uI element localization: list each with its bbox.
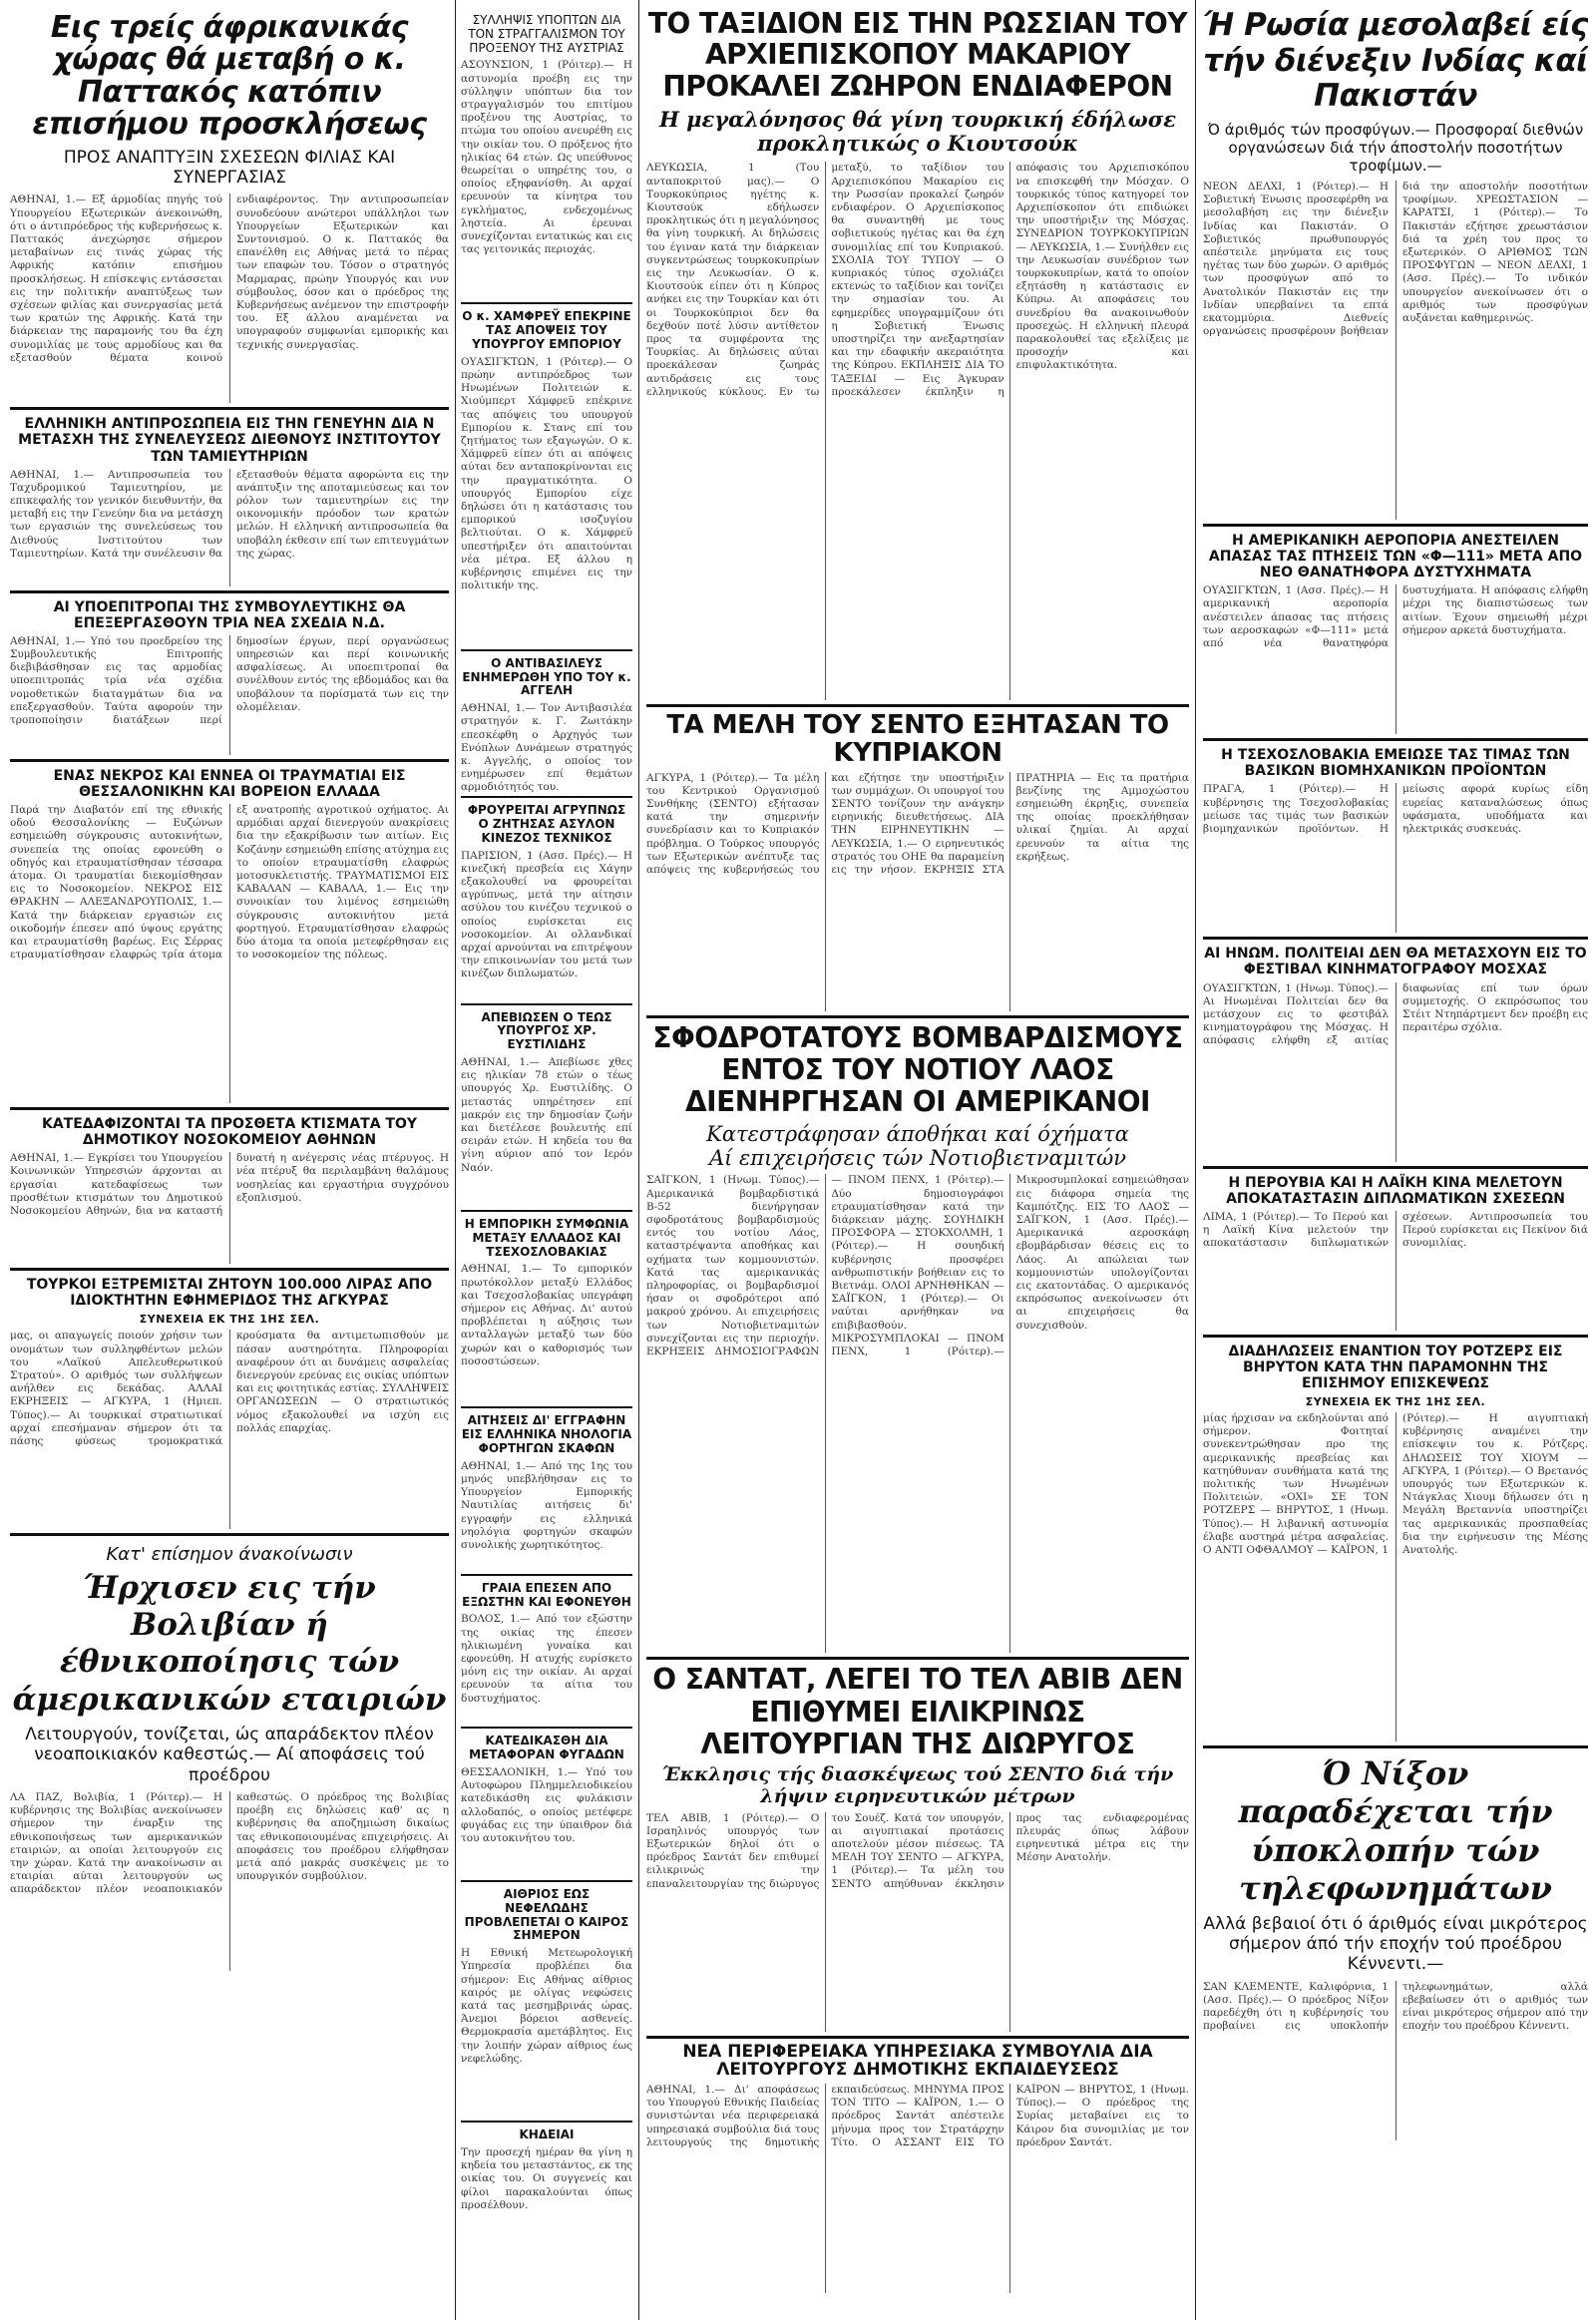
article-oldwoman-text: ΒΟΛΟΣ, 1.— Από τον εξώστην της οικίας της έπεσεν ηλικιωμένη γυναίκα και εφονεύθη. Η ατυχής ευρίσκετο μόνη εις την οικίαν. Αι αρχαί ερευνούν τα αίτια του δυστυχήματος. bbox=[461, 1613, 632, 1705]
article-died-text: ΑΘΗΝΑΙ, 1.— Απεβίωσε χθες εις ηλικίαν 78 ετών ο τέως υπουργός Χρ. Ευστιλίδης. Ο μεταστάς υπηρέτησεν επί μακρόν εις την δημοσίαν ζωήν και διετέλεσε βουλευτής επί σειράν ετών. Η κηδεία του θα γίνη αύριον από τον Ιερόν Ναόν. bbox=[461, 1055, 632, 1174]
headline-geneva: ΕΛΛΗΝΙΚΗ ΑΝΤΙΠΡΟΣΩΠΕΙΑ ΕΙΣ ΤΗΝ ΓΕΝΕΥΗΝ ΔΙΑ Ν ΜΕΤΑΣΧΗ ΤΗΣ ΣΥΝΕΛΕΥΣΕΩΣ ΔΙΕΘΝΟΥΣ ΙΝΣΤΙΤΟΥΤΟΥ ΤΩΝ ΤΑΜΙΕΥΤΗΡΙΩΝ bbox=[18, 416, 441, 465]
article-moscow-text: ΟΥΑΣΙΓΚΤΩΝ, 1 (Ηνωμ. Τύπος).— Αι Ηνωμέναι Πολιτείαι δεν θα μετάσχουν εις το φεστιβάλ κινηματογράφου της Μόσχας. Η απόφασις ελήφθη εξ αιτίας διαφωνίας επί των όρων συμμετοχής. Ο εκπρόσωπος του Στέιτ Ντηπάρτμεντ δεν προέβη εις περαιτέρω σχόλια. bbox=[1203, 981, 1588, 1047]
article-rogers-text: μίας ήρχισαν να εκδηλούνται από σήμερον. Φοιτηταί συνεκεντρώθησαν προ της αμερικανικής πρεσβείας και κατηύθυναν συνθήματα κατά της πολιτικής των Ηνωμένων Πολιτειών. «ΟΧΙ» ΣΕ ΤΟΝ ΡΟΤΖΕΡΣ — ΒΗΡΥΤΟΣ, 1 (Ηνωμ. Τύπος).— Η λιβανική αστυνομία έλαβε αυστηρά μέτρα ασφαλείας. Ο ΑΝΤΙ ΟΦΘΑΛΜΟΥ — ΚΑΪΡΟΝ, 1 (Ρόιτερ).— Η αιγυπτιακή κυβέρνησις αναμένει την επίσκεψιν του κ. Ρότζερς. ΔΗΛΩΣΕΙΣ ΤΟΥ ΧΙΟΥΜ — ΑΓΚΥΡΑ, 1 (Ρόιτερ).— Ο Βρετανός υπουργός των Εξωτερικών κ. Ντάγκλας Χιουμ δήλωσεν ότι η Μεγάλη Βρεταννία υποστηρίζει τας αμερικανικάς προσπαθείας δια την ειρήνευσιν της Μέσης Ανατολής. bbox=[1203, 1412, 1588, 1557]
column-4 bbox=[1203, 8, 1588, 2312]
article-humphrey-text: ΟΥΑΣΙΓΚΤΩΝ, 1 (Ρόιτερ).— Ο πρώην αντιπρόεδρος των Ηνωμένων Πολιτειών κ. Χιούμπερτ Χάμφρεϋ επέκρινε τας απόψεις του υπουργού Εμπορίου κ. Στανς επί του ζητήματος των εξαγωγών. Ο κ. Χάμφρεϋ είπεν ότι αι απόψεις αύται δεν ανταποκρίνονται εις την πραγματικότητα. Ο υπουργός Εμπορίου είχε δηλώσει ότι η κατάστασις του εμπορικού ισοζυγίου βελτιούται. Ο κ. Χάμφρεϋ υπεστήριξεν ότι απαιτούνται νέα μέτρα. Εξ άλλου η κυβέρνησις επιμένει εις την πολιτικήν της. bbox=[461, 355, 632, 592]
column-2 bbox=[461, 8, 632, 2312]
headline-turks: ΤΟΥΡΚΟΙ ΕΞΤΡΕΜΙΣΤΑΙ ΖΗΤΟΥΝ 100.000 ΛΙΡΑΣ ΑΠΟ ΙΔΙΟΚΤΗΤΗΝ ΕΦΗΜΕΡΙΔΟΣ ΤΗΣ ΑΓΚΥΡΑΣ bbox=[26, 1277, 433, 1310]
article-convicted-text: ΘΕΣΣΑΛΟΝΙΚΗ, 1.— Υπό του Αυτοφώρου Πλημμελειοδικείου κατεδικάσθη εις φυλάκισιν αλλοδαπός, ο οποίος μετέφερε φυγάδας εις την ύπαιθρον διά του αυτοκινήτου του. bbox=[461, 1765, 632, 1844]
article-agnew-text: ΑΘΗΝΑΙ, 1.— Τον Αντιβασιλέα στρατηγόν κ. Γ. Ζωιτάκην επεσκέφθη ο Αρχηγός των Ενόπλων Δυνάμεων στρατηγός κ. Αγγελής, ο οποίος τον ενημέρωσεν επί θεμάτων αρμοδιότητός του. bbox=[461, 702, 632, 793]
headline-died: ΑΠΕΒΙΩΣΕΝ Ο ΤΕΩΣ ΥΠΟΥΡΓΟΣ ΧΡ. ΕΥΣΤΙΛΙΔΗΣ bbox=[481, 1009, 612, 1052]
subheadline-makarios: Η μεγαλόνησος θά γίνη τουρκική έδήλωσε προκλητικώς ο Κιουτσούκ bbox=[658, 107, 1177, 157]
headline-funerals: ΚΗΔΕΙΑΙ bbox=[519, 2127, 575, 2142]
article-arrests-text: ΑΣΟΥΝΣΙΟΝ, 1 (Ρόιτερ).— Η αστυνομία προέβη εις την σύλληψιν υπόπτων δια τον στραγγαλισμόν του επιτίμου προξένου της Αυστρίας, το πτώμα του οποίου ανευρέθη εις την οικίαν του. Ο πρόξενος ήτο ηλικίας 64 ετών. Ως υπεύθυνος θεωρείται ο υπηρέτης του, ο οποίος εξηφανίσθη. Αι αρχαί ερευνούν τα κίνητρα του εγκλήματος, ενδεχομένως ληστεία. Αι έρευναι συνεχίζονται εντατικώς και εις τας γειτονικάς περιοχάς. bbox=[461, 59, 632, 256]
headline-russia: Ή Ρωσία μεσολαβεί είς τήν διένεξιν Ινδίας καί Πακιστάν bbox=[1203, 8, 1588, 115]
article-weather-text: Η Εθνική Μετεωρολογική Υπηρεσία προβλέπει δια σήμερον: Εις Αθήνας αίθριος καιρός με ολίγας νεφώσεις κατά τας μεσημβρινάς ώρας. Άνεμοι βόρειοι ασθενείς. Θερμοκρασία αμετάβλητος. Εις την λοιπήν χώραν αίθριος έως νεφελώδης. bbox=[461, 1947, 632, 2065]
article-accidents-text: Παρά την Διαβατόν επί της εθνικής οδού Θεσσαλονίκης — Ευζώνων εσημειώθη σύγκρουσις αυτοκινήτων, συνεπεία της οποίας εφονεύθη ο οδηγός και ετραυματίσθησαν τέσσαρα άτομα. Οι τραυματίαι διεκομίσθησαν εις το Νοσοκομείον. ΝΕΚΡΟΣ ΕΙΣ ΘΡΑΚΗΝ — ΑΛΕΞΑΝΔΡΟΥΠΟΛΙΣ, 1.— Κατά την διάρκειαν εργασιών εις οικοδομήν έπεσεν από ύψους εργάτης και ετραυματίσθη βαρέως. Εις Σέρρας ετραυματίσθησαν ελαφρώς τρία άτομα εξ ανατροπής αγροτικού οχήματος. Αι αρμόδιαι αρχαί διενεργούν ανακρίσεις δια την εξακρίβωσιν των αιτίων. Εις Κοζάνην εσημειώθη επίσης ατύχημα εις το οποίον ετραυματίσθη ελαφρώς μοτοσυκλετιστής. ΤΡΑΥΜΑΤΙΣΜΟΙ ΕΙΣ ΚΑΒΑΛΑΝ — ΚΑΒΑΛΑ, 1.— Εις την συνοικίαν του λιμένος εσημειώθη σύγκρουσις αυτοκινήτου μετά φορτηγού. Ετραυματίσθησαν ελαφρώς δύο άτομα τα οποία μετεφέρθησαν εις το νοσοκομείον της πόλεως. bbox=[10, 804, 449, 962]
headline-laos: ΣΦΟΔΡΟΤΑΤΟΥΣ ΒΟΜΒΑΡΔΙΣΜΟΥΣ ΕΝΤΟΣ ΤΟΥ ΝΟΤΙΟΥ ΛΑΟΣ ΔΙΕΝΗΡΓΗΣΑΝ ΟΙ ΑΜΕΡΙΚΑΝΟΙ bbox=[652, 1020, 1183, 1118]
headline-cento: ΤΑ ΜΕΛΗ ΤΟΥ ΣΕΝΤΟ ΕΞΗΤΑΣΑΝ ΤΟ ΚΥΠΡΙΑΚΟΝ bbox=[666, 710, 1169, 769]
headline-pattakos: Εις τρείς άφρικανικάς χώρας θά μεταβή ο κ. Παττακός κατόπιν επισήμου προσκλήσεως bbox=[32, 10, 427, 143]
article-geneva-text: ΑΘΗΝΑΙ, 1.— Αντιπροσωπεία του Ταχυδρομικού Ταμιευτηρίου, με επικεφαλής τον γενικόν διευθυντήν, θα μεταβή εις την Γενεύην δια να μετάσχη των εργασιών της συνελεύσεως του Διεθνούς Ινστιτούτου των Ταμιευτηρίων. Κατά την συνέλευσιν θα εξετασθούν θέματα αφορώντα εις την ανάπτυξιν της αποταμιεύσεως και τον ρόλον των ταμιευτηρίων εις την οικονομικήν πρόοδον των κρατών μελών. Η ελληνική αντιπροσωπεία θα υποβάλη έκθεσιν επί των επιτευγμάτων της χώρας. bbox=[10, 468, 449, 560]
headline-peru: Η ΠΕΡΟΥΒΙΑ ΚΑΙ Η ΛΑΪΚΗ ΚΙΝΑ ΜΕΛΕΤΟΥΝ ΑΠΟΚΑΤΑΣΤΑΣΙΝ ΔΙΠΛΩΜΑΤΙΚΩΝ ΣΧΕΣΕΩΝ bbox=[1226, 1174, 1565, 1207]
subheadline-sadat: Έκκλησις τής διασκέψεως τού ΣΕΝΤΟ διά τήν λήψιν ειρηνευτικών μέτρων bbox=[661, 1762, 1174, 1807]
headline-committees: ΑΙ ΥΠΟΕΠΙΤΡΟΠΑΙ ΤΗΣ ΣΥΜΒΟΥΛΕΥΤΙΚΗΣ ΘΑ ΕΠΕΞΕΡΓΑΣΘΟΥΝ ΤΡΙΑ ΝΕΑ ΣΧΕΔΙΑ Ν.Δ. bbox=[53, 598, 406, 631]
headline-agnew: Ο ΑΝΤΙΒΑΣΙΛΕΥΣ ΕΝΗΜΕΡΩΘΗ ΥΠΟ ΤΟΥ κ. ΑΓΓΕΛΗ bbox=[462, 655, 631, 698]
headline-makarios: ΤΟ ΤΑΞΙΔΙΟΝ ΕΙΣ ΤΗΝ ΡΩΣΣΙΑΝ ΤΟΥ ΑΡΧΙΕΠΙΣΚΟΠΟΥ ΜΑΚΑΡΙΟΥ ΠΡΟΚΑΛΕΙ ΖΩΗΡΟΝ ΕΝΔΙΑΦΕΡΟΝ bbox=[647, 8, 1188, 103]
headline-hospital: ΚΑΤΕΔΑΦΙΖΟΝΤΑΙ ΤΑ ΠΡΟΣΘΕΤΑ ΚΤΙΣΜΑΤΑ ΤΟΥ ΔΗΜΟΤΙΚΟΥ ΝΟΣΟΚΟΜΕΙΟΥ ΑΘΗΝΩΝ bbox=[41, 1116, 418, 1149]
headline-schools: ΝΕΑ ΠΕΡΙΦΕΡΕΙΑΚΑ ΥΠΗΡΕΣΙΑΚΑ ΣΥΜΒΟΥΛΙΑ ΔΙΑ ΛΕΙΤΟΥΡΓΟΥΣ ΔΗΜΟΤΙΚΗΣ ΕΚΠΑΙΔΕΥΣΕΩΣ bbox=[682, 2041, 1153, 2081]
article-czech-text: ΠΡΑΓΑ, 1 (Ρόιτερ).— Η κυβέρνησις της Τσεχοσλοβακίας μείωσε τας τιμάς των βασικών βιομηχανικών προϊόντων. Η μείωσις αφορά κυρίως είδη ευρείας καταναλώσεως όπως υφάσματα, υποδήματα και ηλεκτρικάς συσκευάς. bbox=[1203, 783, 1588, 835]
article-cento-text: ΑΓΚΥΡΑ, 1 (Ρόιτερ).— Τα μέλη του Κεντρικού Οργανισμού Συνθήκης (ΣΕΝΤΟ) εξήτασαν κατά την σημερινήν συνεδρίασιν και το Κυπριακόν πρόβλημα. Ο Τούρκος υπουργός των Εξωτερικών ανέπτυξε τας απόψεις της κυβερνήσεώς του και εζήτησε την υποστήριξιν των συμμάχων. Οι υπουργοί του ΣΕΝΤΟ τονίζουν την ανάγκην ειρηνικής διευθετήσεως. ΔΙΑ ΤΗΝ ΕΙΡΗΝΕΥΤΙΚΗΝ — ΛΕΥΚΩΣΙΑ, 1.— Ο ειρηνευτικός στρατός του ΟΗΕ θα παραμείνη εις την νήσον. ΕΚΡΗΞΙΣ ΣΤΑ ΠΡΑΤΗΡΙΑ — Εις τα πρατήρια βενζίνης της Αμμοχώστου εσημειώθη έκρηξις, συνεπεία της οποίας προεκλήθησαν υλικαί ζημίαι. Αι αρχαί ερευνούν τα αίτια της εκρήξεως. bbox=[646, 771, 1189, 876]
headline-rogers: ΔΙΑΔΗΛΩΣΕΙΣ ΕΝΑΝΤΙΟΝ ΤΟΥ ΡΟΤΖΕΡΣ ΕΙΣ ΒΗΡΥΤΟΝ ΚΑΤΑ ΤΗΝ ΠΑΡΑΜΟΝΗΝ ΤΗΣ ΕΠΙΣΗΜΟΥ ΕΠΙΣΚΕΨΕΩΣ bbox=[1228, 1343, 1563, 1391]
headline-convicted: ΚΑΤΕΔΙΚΑΣΘΗ ΔΙΑ ΜΕΤΑΦΟΡΑΝ ΦΥΓΑΔΩΝ bbox=[469, 1734, 624, 1762]
article-bolivia-text: ΛΑ ΠΑΖ, Βολιβία, 1 (Ρόιτερ).— Η κυβέρνησις της Βολιβίας ανεκοίνωσεν σήμερον την έναρξιν της εθνικοποιήσεως των αμερικανικών εταιριών, αι οποίαι λειτουργούν εις την χώραν. Κατά την ανακοίνωσιν αι εταιρίαι αύται λειτουργούν ως απαράδεκτον πλέον νεοαποικιακόν καθεστώς. Ο πρόεδρος της Βολιβίας προέβη εις δηλώσεις καθ' ας η κυβέρνησις θα αποζημιώση δικαίως τας εθνικοποιουμένας επιχειρήσεις. Αι αποφάσεις του προέδρου ελήφθησαν μετά από μακράς συσκέψεις με το υπουργικόν συμβούλιον. bbox=[10, 1790, 449, 1896]
headline-sadat: Ο ΣΑΝΤΑΤ, ΛΕΓΕΙ ΤΟ ΤΕΛ ΑΒΙΒ ΔΕΝ ΕΠΙΘΥΜΕΙ ΕΙΛΙΚΡΙΝΩΣ ΛΕΙΤΟΥΡΓΙΑΝ ΤΗΣ ΔΙΩΡΥΓΟΣ bbox=[652, 1663, 1183, 1760]
article-laos-text: ΣΑΪΓΚΟΝ, 1 (Ηνωμ. Τύπος).— Αμερικανικά βομβαρδιστικά Β-52 διενήργησαν σφοδροτάτους βομβαρδισμούς εντός του νοτίου Λάος, καταστρέψαντα αποθήκας και οχήματα των κομμουνιστών. Κατά τας αμερικανικάς πληροφορίας, οι βομβαρδισμοί ήσαν οι σφοδρότεροι από μακρού χρόνου. Αι επιχειρήσεις των Νοτιοβιετναμιτών συνεχίζονται εις την περιοχήν. ΕΚΡΗΞΕΙΣ ΔΗΜΟΣΙΟΓΡΑΦΩΝ — ΠΝΟΜ ΠΕΝΧ, 1 (Ρόιτερ).— Δύο δημοσιογράφοι ετραυματίσθησαν κατά την διάρκειαν μάχης. ΣΟΥΗΔΙΚΗ ΠΡΟΣΦΟΡΑ — ΣΤΟΚΧΟΛΜΗ, 1 (Ρόιτερ).— Η σουηδική κυβέρνησις προσφέρει ανθρωπιστικήν βοήθειαν εις το Βιετνάμ. ΟΛΟΙ ΑΡΝΗΘΗΚΑΝ — ΣΑΪΓΚΟΝ, 1 (Ρόιτερ).— Οι ναύται αρνήθηκαν να επιβιβασθούν. ΜΙΚΡΟΣΥΜΠΛΟΚΑΙ — ΠΝΟΜ ΠΕΝΧ, 1 (Ρόιτερ).— Μικροσυμπλοκαί εσημειώθησαν εις διάφορα σημεία της Καμπότζης. ΕΙΣ ΤΟ ΛΑΟΣ — ΣΑΪΓΚΟΝ, 1 (Ασσ. Πρές).— Αμερικανικά αεροσκάφη εβομβάρδισαν θέσεις εις το Λάος. Αι απώλειαι των κομμουνιστών υπολογίζονται εις εκατοντάδας. Ο αμερικανός εκπρόσωπος ανεκοίνωσεν ότι αι επιχειρήσεις θα συνεχισθούν. bbox=[646, 1174, 1189, 1357]
headline-czech: Η ΤΣΕΧΟΣΛΟΒΑΚΙΑ ΕΜΕΙΩΣΕ ΤΑΣ ΤΙΜΑΣ ΤΩΝ ΒΑΣΙΚΩΝ ΒΙΟΜΗΧΑΝΙΚΩΝ ΠΡΟΪΟΝΤΩΝ bbox=[1221, 747, 1570, 780]
article-hospital-text: ΑΘΗΝΑΙ, 1.— Εγκρίσει του Υπουργείου Κοινωνικών Υπηρεσιών άρχονται αι εργασίαι κατεδαφίσεως των προσθέτων κτισμάτων του Δημοτικού Νοσοκομείου Αθηνών, δια να καταστή δυνατή η ανέγερσις νέας πτέρυγος. Η νέα πτέρυξ θα περιλαμβάνη θαλάμους νοσηλείας και εργαστήρια συγχρόνου εξοπλισμού. bbox=[10, 1152, 449, 1217]
headline-nixon: Ό Νίξον παραδέχεται τήν ύποκλοπήν τών τηλεφωνημάτων bbox=[1238, 1754, 1553, 1908]
headline-guarded: ΦΡΟΥΡΕΙΤΑΙ ΑΓΡΥΠΝΩΣ Ο ΖΗΤΗΣΑΣ ΑΣΥΛΟΝ ΚΙΝΕΖΟΣ ΤΕΧΝΙΚΟΣ bbox=[467, 803, 626, 845]
subheadline-bolivia: Λειτουργούν, τονίζεται, ώς απαράδεκτον πλέον νεοαποικιακόν καθεστώς.— Αί αποφάσεις τού προέδρου bbox=[25, 1724, 434, 1785]
article-guarded-text: ΠΑΡΙΣΙΟΝ, 1 (Ασσ. Πρές).— Η κινεζική πρεσβεία εις Χάγην εξακολουθεί να φρουρείται αγρύπνως, μετά την αίτησιν ασύλου του κινέζου τεχνικού ο οποίος ευρίσκεται εις νοσοκομείον. Αι ολλανδικαί αρχαί αρνούνται να επιτρέψουν την επικοινωνίαν του μετά των κινέζων διπλωματών. bbox=[461, 849, 632, 980]
headline-agreement: Η ΕΜΠΟΡΙΚΗ ΣΥΜΦΩΝΙΑ ΜΕΤΑΞΥ ΕΛΛΑΔΟΣ ΚΑΙ ΤΣΕΧΟΣΛΟΒΑΚΙΑΣ bbox=[464, 1216, 629, 1259]
headline-f111: Η ΑΜΕΡΙΚΑΝΙΚΗ ΑΕΡΟΠΟΡΙΑ ΑΝΕΣΤΕΙΛΕΝ ΑΠΑΣΑΣ ΤΑΣ ΠΤΗΣΕΙΣ ΤΩΝ «Φ—111» ΜΕΤΑ ΑΠΟ ΝΕΟ ΘΑΝΑΤΗΦΟΡΑ ΔΥΣΤΥΧΗΜΑΤΑ bbox=[1208, 532, 1583, 581]
column-3 bbox=[646, 8, 1189, 2312]
subheadline-russia: Ό άριθμός τών προσφύγων.— Προσφοραί διεθνών οργανώσεων διά τήν άποστολήν ποσοτήτων τροφίμων.— bbox=[1207, 120, 1584, 175]
subheadline-nixon: Αλλά βεβαιοί ότι ό άριθμός είναι μικρότερος σήμερον άπό τήν εποχήν τού προέδρου Κέννεντι.— bbox=[1203, 1913, 1588, 1975]
headline-humphrey: Ο κ. ΧΑΜΦΡΕΫ ΕΠΕΚΡΙΝΕ ΤΑΣ ΑΠΟΨΕΙΣ ΤΟΥ ΥΠΟΥΡΓΟΥ ΕΜΠΟΡΙΟΥ bbox=[462, 309, 631, 351]
kicker-bolivia: Κατ' επίσημον άνακοίνωσιν bbox=[106, 1544, 353, 1566]
headline-oldwoman: ΓΡΑΙΑ ΕΠΕΣΕΝ ΑΠΟ ΕΞΩΣΤΗΝ ΚΑΙ ΕΦΟΝΕΥΘΗ bbox=[462, 1580, 631, 1609]
article-makarios-text: ΛΕΥΚΩΣΙΑ, 1 (Του ανταποκριτού μας).— Ο Τουρκοκύπριος ηγέτης κ. Κιουτσούκ εδήλωσεν προκλητικώς ότι η μεγαλόνησος θα γίνη τουρκική. Αι δηλώσεις του έγιναν κατά την διάρκειαν συγκεντρώσεως τουρκοκυπρίων εις την Λευκωσίαν. Ο κ. Κιουτσούκ είπεν ότι η Κύπρος ανήκει εις την Τουρκίαν και ότι οι Τουρκοκύπριοι δεν θα δεχθούν ποτέ λύσιν αντίθετον προς τα συμφέροντα της Τουρκίας. Αι δηλώσεις αύται προεκάλεσαν ζωηράς αντιδράσεις εις τους ελληνικούς κύκλους. Εν τω μεταξύ, το ταξίδιον του Αρχιεπισκόπου Μακαρίου εις την Ρωσσίαν προκαλεί ζωηρόν ενδιαφέρον. Ο Αρχιεπίσκοπος θα συναντηθή με τους σοβιετικούς ηγέτας και θα έχη συνομιλίας επί του Κυπριακού. ΣΧΟΛΙΑ ΤΟΥ ΤΥΠΟΥ — Ο κυπριακός τύπος σχολιάζει εκτενώς το ταξίδιον και τονίζει την σημασίαν του. Αι εφημερίδες υπογραμμίζουν ότι η Σοβιετική Ένωσις υποστηρίζει την ανεξαρτησίαν και την εδαφικήν ακεραιότητα της Κύπρου. ΕΚΠΛΗΞΙΣ ΔΙΑ ΤΟ ΤΑΞΕΙΔΙ — Εις Άγκυραν προεκάλεσεν έκπληξιν η απόφασις του Αρχιεπισκόπου να επισκεφθή την Μόσχαν. Ο τουρκικός τύπος κατηγορεί τον Αρχιεπίσκοπον ότι επιδιώκει την υποστήριξιν της Μόσχας. ΣΥΝΕΔΡΙΟΝ ΤΟΥΡΚΟΚΥΠΡΙΩΝ — ΛΕΥΚΩΣΙΑ, 1.— Συνήλθεν εις την Λευκωσίαν συνέδριον των τουρκοκυπρίων, κατά το οποίον εξητάσθη η κατάστασις εν Κύπρω. Αι αποφάσεις του συνεδρίου θα ανακοινωθούν προσεχώς. Η ελληνική πλευρά παρακολουθεί τας εξελίξεις με προσοχήν και επιφυλακτικότητα. bbox=[646, 162, 1189, 398]
headline-weather: ΑΙΘΡΙΟΣ ΕΩΣ ΝΕΦΕΛΩΔΗΣ ΠΡΟΒΛΕΠΕΤΑΙ Ο ΚΑΙΡΟΣ ΣΗΜΕΡΟΝ bbox=[464, 1886, 629, 1943]
subheadline-laos-2: Αί επιχειρήσεις τών Νοτιοβιετναμιτών bbox=[708, 1146, 1127, 1171]
article-agreement-text: ΑΘΗΝΑΙ, 1.— Το εμπορικόν πρωτόκολλον μεταξύ Ελλάδος και Τσεχοσλοβακίας υπεγράφη σήμερον εις Αθήνας. Δι' αυτού προβλέπεται η αύξησις των ανταλλαγών μεταξύ των δύο χωρών και ο καθορισμός των ποσοστώσεων. bbox=[461, 1263, 632, 1367]
column-1 bbox=[10, 8, 449, 2312]
headline-bolivia: Ήρχισεν εις τήν Βολιβίαν ή έθνικοποίησις τών άμερικανικών εταιριών bbox=[12, 1569, 447, 1718]
subheadline-cooperation: ΠΡΟΣ ΑΝΑΠΤΥΞΙΝ ΣΧΕΣΕΩΝ ΦΙΛΙΑΣ ΚΑΙ ΣΥΝΕΡΓΑΣΙΑΣ bbox=[63, 147, 396, 188]
headline-moscow: ΑΙ ΗΝΩΜ. ΠΟΛΙΤΕΙΑΙ ΔΕΝ ΘΑ ΜΕΤΑΣΧΟΥΝ ΕΙΣ ΤΟ ΦΕΣΤΙΒΑΛ ΚΙΝΗΜΑΤΟΓΡΑΦΟΥ ΜΟΣΧΑΣ bbox=[1204, 946, 1587, 978]
article-russia-text: ΝΕΟΝ ΔΕΛΧΙ, 1 (Ρόιτερ).— Η Σοβιετική Ένωσις προσεφέρθη να μεσολαβήση εις την διένεξιν Ινδίας και Πακιστάν. Ο Σοβιετικός πρωθυπουργός απέστειλε μηνύματα εις τους ηγέτας των δύο χωρών. Ο αριθμός των προσφύγων από το Ανατολικόν Πακιστάν εις την Ινδίαν υπερβαίνει τα επτά εκατομμύρια. Διεθνείς οργανώσεις προσφέρουν βοήθειαν διά την αποστολήν ποσοτήτων τροφίμων. ΧΡΕΩΣΤΑΣΙΟΝ — ΚΑΡΑΤΣΙ, 1 (Ρόιτερ).— Το Πακιστάν εζήτησε χρεωστάσιον διά τα χρέη του προς το εξωτερικόν. Ο ΑΡΙΘΜΟΣ ΤΩΝ ΠΡΟΣΦΥΓΩΝ — ΝΕΟΝ ΔΕΛΧΙ, 1 (Ασσ. Πρές).— Το ινδικόν υπουργείον ανεκοίνωσεν ότι ο αριθμός των προσφύγων αυξάνεται καθημερινώς. bbox=[1203, 180, 1588, 338]
article-nixon-text: ΣΑΝ ΚΛΕΜΕΝΤΕ, Καλιφόρνια, 1 (Ασσ. Πρές).— Ο πρόεδρος Νίξον παρεδέχθη ότι η κυβέρνησίς του προβαίνει εις υποκλοπήν τηλεφωνημάτων, αλλά εβεβαίωσεν ότι ο αριθμός των είναι μικρότερος σήμερον από την εποχήν του προέδρου Κέννεντι. bbox=[1203, 1980, 1588, 2033]
article-sadat-text: ΤΕΛ ΑΒΙΒ, 1 (Ρόιτερ).— Ο Ισραηλινός υπουργός των Εξωτερικών δηλοί ότι ο πρόεδρος Σαντάτ δεν επιθυμεί ειλικρινώς την επαναλειτουργίαν της διώρυγος του Σουέζ. Κατά τον υπουργόν, αι αιγυπτιακαί προτάσεις αποτελούν μέσον πιέσεως. ΤΑ ΜΕΛΗ ΤΟΥ ΣΕΝΤΟ — ΑΓΚΥΡΑ, 1 (Ρόιτερ).— Τα μέλη του ΣΕΝΤΟ απηύθυναν έκκλησιν προς τας ενδιαφερομένας πλευράς όπως λάβουν ειρηνευτικά μέτρα εις την Μέσην Ανατολήν. bbox=[646, 1811, 1189, 1890]
article-schools-text: ΑΘΗΝΑΙ, 1.— Δι' αποφάσεως του Υπουργού Εθνικής Παιδείας συνιστώνται νέα περιφερειακά υπηρεσιακά συμβούλια διά τους λειτουργούς της δημοτικής εκπαιδεύσεως. ΜΗΝΥΜΑ ΠΡΟΣ ΤΟΝ ΤΙΤΟ — ΚΑΪΡΟΝ, 1.— Ο πρόεδρος Σαντάτ απέστειλε μήνυμα προς τον Στρατάρχην Τίτο. Ο ΑΣΣΑΝΤ ΕΙΣ ΤΟ ΚΑΪΡΟΝ — ΒΗΡΥΤΟΣ, 1 (Ηνωμ. Τύπος).— Ο πρόεδρος της Συρίας μεταβαίνει εις το Κάιρον δια συνομιλίας με τον πρόεδρον Σαντάτ. bbox=[646, 2083, 1189, 2148]
subheadline-laos-1: Κατεστράφησαν άποθήκαι καί όχήματα bbox=[706, 1122, 1129, 1147]
article-turks-text: μας, οι απαγωγείς ποιούν χρήσιν των ονομάτων των συλληφθέντων μελών του «Λαϊκού Απελευθερωτικού Στρατού». Ο αριθμός των συλλήψεων ανήλθεν εις δεκάδας. ΑΛΛΑΙ ΕΚΡΗΞΕΙΣ — ΑΓΚΥΡΑ, 1 (Ημιεπ. Τύπος).— Αι τουρκικαί στρατιωτικαί αρχαί επεσήμαναν σήμερον ότι τα πάσης φύσεως τρομοκρατικά κρούσματα θα αντιμετωπισθούν με πάσαν αυστηρότητα. Πληροφορίαι αναφέρουν ότι αι δυνάμεις ασφαλείας διενεργούν ερεύνας εις οικίας υπόπτων και εις φοιτητικάς εστίας. ΣΥΛΛΗΨΕΙΣ ΟΡΓΑΝΩΣΕΩΝ — Ο στρατιωτικός νόμος εξακολουθεί να ισχύη εις πολλάς επαρχίας. bbox=[10, 1330, 449, 1447]
headline-accidents: ΕΝΑΣ ΝΕΚΡΟΣ ΚΑΙ ΕΝΝΕΑ ΟΙ ΤΡΑΥΜΑΤΙΑΙ ΕΙΣ ΘΕΣΣΑΛΟΝΙΚΗΝ ΚΑΙ ΒΟΡΕΙΟΝ ΕΛΛΑΔΑ bbox=[53, 767, 406, 800]
article-committees-text: ΑΘΗΝΑΙ, 1.— Υπό του προεδρείου της Συμβουλευτικής Επιτροπής διεβιβάσθησαν εις τας αρμοδίας υποεπιτροπάς τρία νέα σχέδια νομοθετικών διαταγμάτων δια να επεξεργασθούν. Ταύτα αφορούν την τροποποίησιν διατάξεων περί δημοσίων έργων, περί οργανώσεως υπηρεσιών και περί κοινωνικής ασφαλίσεως. Αι υποεπιτροπαί θα συνέλθουν εντός της εβδομάδος και θα υποβάλουν τα πορίσματά των εις την ολομέλειαν. bbox=[10, 634, 449, 727]
article-funerals-text: Την προσεχή ημέραν θα γίνη η κηδεία του μεταστάντος, εκ της οικίας του. Οι συγγενείς και φίλοι παρακαλούνται όπως προσέλθουν. bbox=[461, 2145, 632, 2211]
article-f111-text: ΟΥΑΣΙΓΚΤΩΝ, 1 (Ασσ. Πρές).— Η αμερικανική αεροπορία ανέστειλεν άπασας τας πτήσεις των αεροσκαφών «Φ—111» μετά από νέα θανατηφόρα δυστυχήματα. Η απόφασις ελήφθη μέχρι της διαπιστώσεως των αιτίων. Έχουν σημειωθή μέχρι σήμερον αρκετά δυστυχήματα. bbox=[1203, 584, 1588, 650]
continued-label-2: ΣΥΝΕΧΕΙΑ ΕΚ ΤΗΣ 1ΗΣ ΣΕΛ. bbox=[1305, 1395, 1486, 1409]
article-pattakos-text: ΑΘΗΝΑΙ, 1.— Εξ άρμοδίας πηγής τού Υπουργείου Εξωτερικών άνεκοινώθη, ότι ο άντιπρόεδρος τής κυβερνήσεως κ. Παττακός άνεχώρησε σήμερον μεταβαίνων εις τινάς χώρας τής Αφρικής κατόπιν επισήμου προσκλήσεως. Η επίσκεψις εντάσσεται εις την πολιτικήν αναπτύξεως των σχέσεων φιλίας και συνεργασίας μετά των κρατών της Αφρικής. Κατά την διάρκειαν της παραμονής του θα έχη συνομιλίας με τους αρμοδίους και θα εξετασθούν θέματα κοινού ενδιαφέροντος. Την αντιπροσωπείαν συνοδεύουν ανώτεροι υπάλληλοι των Υπουργείων Εξωτερικών και Συντονισμού. Ο κ. Παττακός θα επανέλθη εις Αθήνας μετά το πέρας των επαφών του. Τόσον ο στρατηγός Μαρμαρας, πρώην Υπουργός και νυν σύμβουλος, όσον και ο πρόεδρος της Κυβερνήσεως ανέμενον την επιστροφήν του. Εξ άλλου αναμένεται να υπογραφούν συμφωνίαι εμπορικής και τεχνικής συνεργασίας. bbox=[10, 193, 449, 364]
headline-arrests: ΣΥΛΛΗΨΙΣ ΥΠΟΠΤΩΝ ΔΙΑ ΤΟΝ ΣΤΡΑΓΓΑΛΙΣΜΟΝ ΤΟΥ ΠΡΟΞΕΝΟΥ ΤΗΣ ΑΥΣΤΡΙΑΣ bbox=[468, 13, 625, 55]
article-peru-text: ΛΙΜΑ, 1 (Ρόιτερ).— Το Περού και η Λαϊκή Κίνα μελετούν την αποκατάστασιν διπλωματικών σχέσεων. Αντιπροσωπεία του Περού ευρίσκεται εις Πεκίνον διά συνομιλίας. bbox=[1203, 1210, 1588, 1250]
headline-register: ΑΙΤΗΣΕΙΣ ΔΙ' ΕΓΓΡΑΦΗΝ ΕΙΣ ΕΛΛΗΝΙΚΑ ΝΗΟΛΟΓΙΑ ΦΟΡΤΗΓΩΝ ΣΚΑΦΩΝ bbox=[461, 1413, 632, 1455]
article-register-text: ΑΘΗΝΑΙ, 1.— Από της 1ης του μηνός υπεβλήθησαν εις το Υπουργείον Εμπορικής Ναυτιλίας αιτήσεις δι' εγγραφήν εις ελληνικά νηολόγια φορτηγών σκαφών συνολικής χωρητικότητος. bbox=[461, 1459, 632, 1551]
continued-label-1: ΣΥΝΕΧΕΙΑ ΕΚ ΤΗΣ 1ΗΣ ΣΕΛ. bbox=[139, 1313, 320, 1327]
